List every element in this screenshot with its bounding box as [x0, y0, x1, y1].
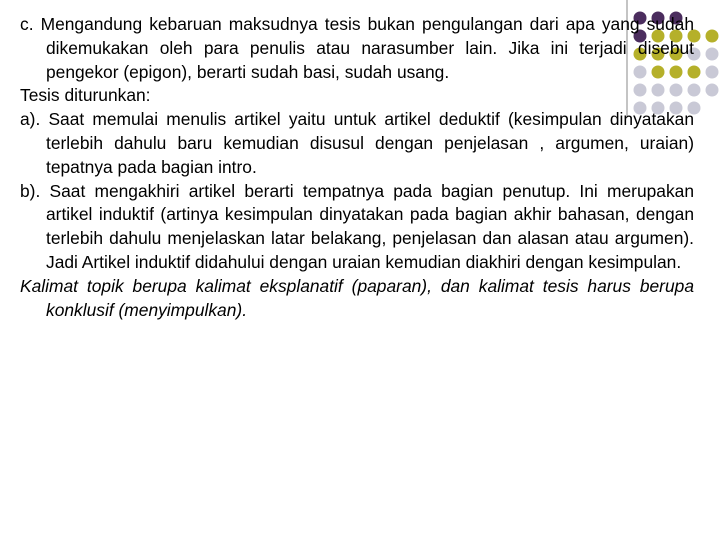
paragraph-thesis-derived-heading: Tesis diturunkan:: [20, 85, 151, 106]
paragraph-a-deductive: a). Saat memulai menulis artikel yaitu untuk artikel deduktif (kesimpulan dinyatakan terlebih dahulu baru kemudian disusul dengan penjelasan , argumen, uraian) tepatnya pada bagian intro.: [20, 109, 694, 177]
slide-text-body: [20, 13, 694, 322]
decorative-dot: [706, 30, 719, 43]
paragraph-c-novelty: c. Mengandung kebaruan maksudnya tesis bukan pengulangan dari apa yang sudah dikemukakan oleh para penulis atau narasumber lain. Jika ini terjadi disebut pengekor (epigon), berarti sudah basi, sudah usang.: [20, 14, 694, 82]
decorative-dot: [706, 48, 719, 61]
decorative-dot: [706, 84, 719, 97]
paragraph-b-inductive: b). Saat mengakhiri artikel berarti tempatnya pada bagian penutup. Ini merupakan artikel induktif (artinya kesimpulan dinyatakan pada bagian akhir bahasan, dengan terlebih dahulu menjelaskan latar belakang, penjelasan dan alasan atau argumen). Jadi Artikel induktif didahului dengan uraian kemudian diakhiri dengan kesimpulan.: [20, 180, 694, 272]
paragraph-topic-sentence-note: Kalimat topik berupa kalimat eksplanatif (paparan), dan kalimat tesis harus berupa konklusif (menyimpulkan).: [20, 275, 694, 320]
decorative-dot: [706, 66, 719, 79]
